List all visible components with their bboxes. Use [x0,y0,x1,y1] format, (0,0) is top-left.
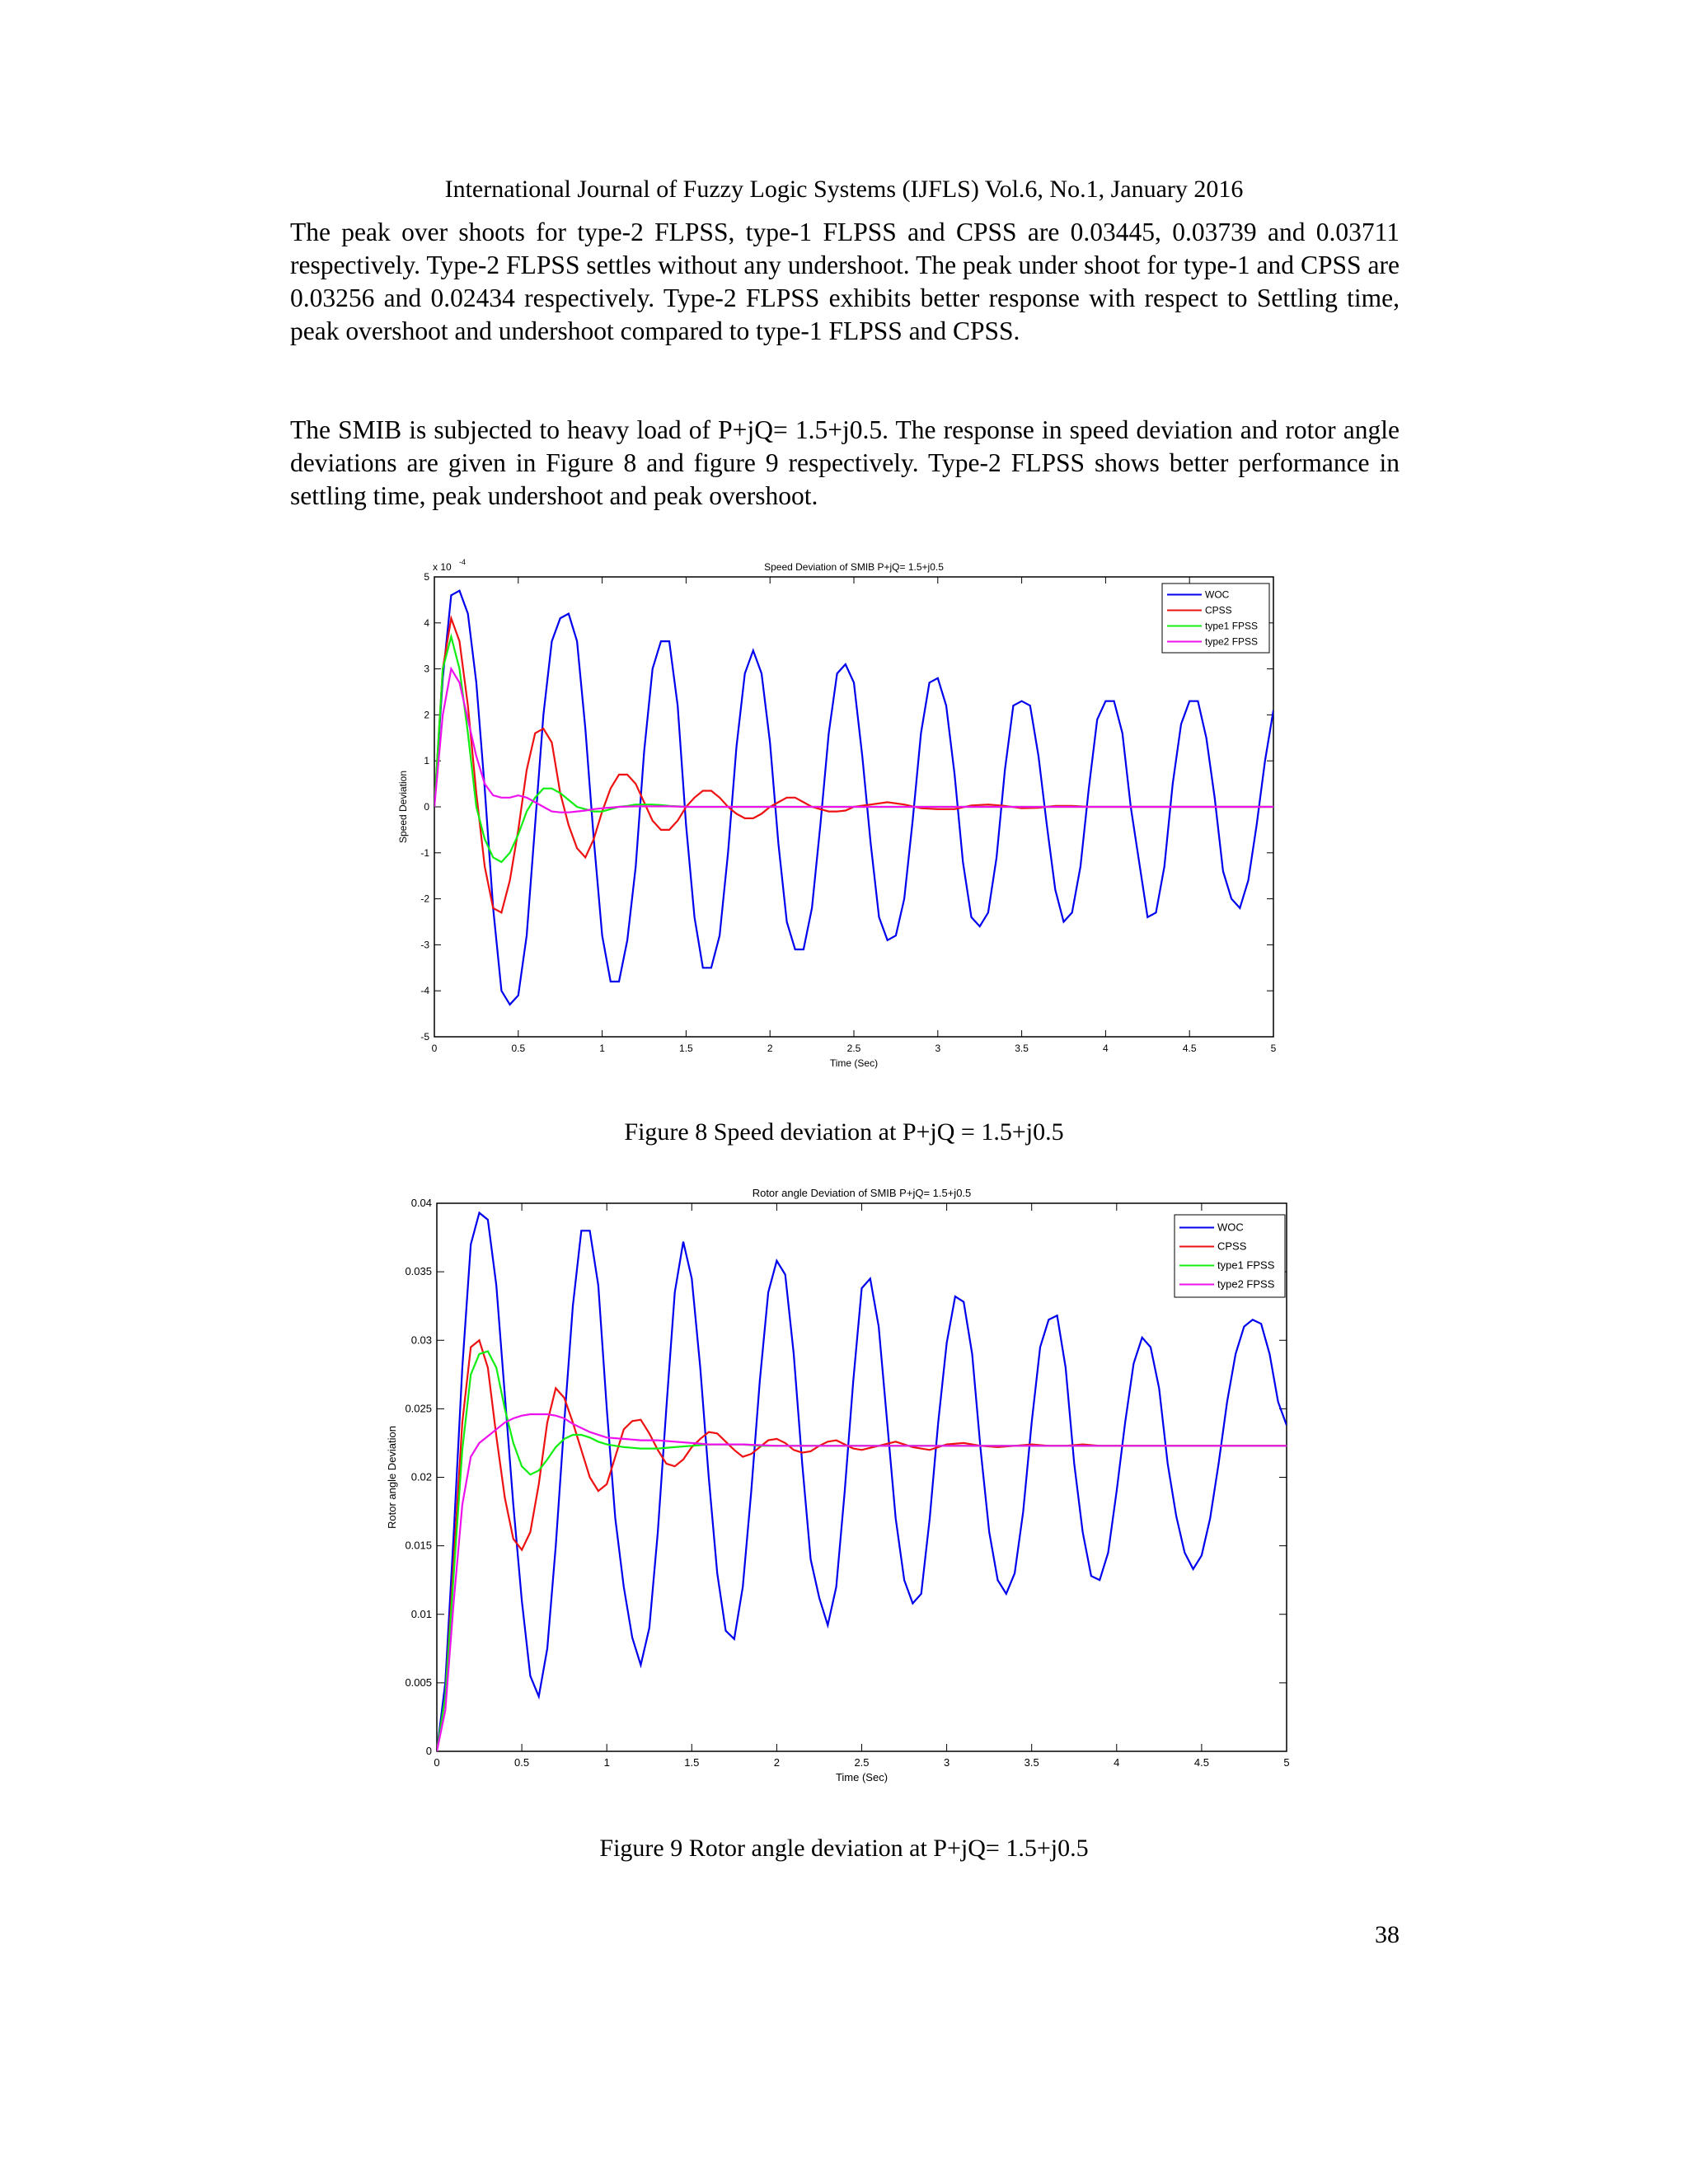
x-tick-label: 3 [935,1043,941,1054]
y-tick-label: 0 [424,801,429,813]
y-tick-label: 3 [424,663,429,675]
y-tick-label: 2 [424,709,429,721]
y-tick-label: 0.005 [405,1675,432,1689]
y-tick-label: 0.03 [410,1333,432,1347]
x-tick-label: 1 [599,1043,605,1054]
y-tick-label: 4 [424,616,429,629]
legend-label: type1 FPSS [1205,620,1259,632]
exponent-power: -4 [459,558,467,566]
y-tick-label: 0 [425,1745,432,1757]
rotor-angle-deviation-chart [0,1179,1688,1805]
speed-deviation-chart [0,552,1688,1088]
legend-label: type2 FPSS [1205,635,1259,648]
x-tick-label: 3.5 [1024,1756,1039,1769]
legend-label: type1 FPSS [1217,1258,1275,1272]
x-tick-label: 2.5 [854,1756,870,1769]
y-tick-label: -3 [420,939,429,951]
paragraph-1: The peak over shoots for type-2 FLPSS, type-1 FLPSS and CPSS are 0.03445, 0.03739 and 0.03711 respectively. Type-2 FLPSS settles without any undershoot. The peak under shoot for type-1 and CPSS are 0.03256 and 0.02434 respectively. Type-2 FLPSS exhibits better response with respect to Settling time, peak overshoot and undershoot compared to type-1 FLPSS and CPSS. [290,218,1400,345]
x-tick-label: 1.5 [679,1043,693,1054]
y-tick-label: 1 [424,755,429,767]
y-tick-label: -1 [420,846,429,859]
y-tick-label: 5 [424,571,429,583]
legend-label: CPSS [1217,1240,1247,1253]
x-axis-label: Time (Sec) [829,1057,879,1069]
chart-title: Rotor angle Deviation of SMIB P+jQ= 1.5+j0.5 [752,1187,972,1199]
x-tick-label: 2 [767,1043,773,1054]
x-axis-label: Time (Sec) [835,1771,889,1783]
journal-header: International Journal of Fuzzy Logic Systems (IJFLS) Vol.6, No.1, January 2016 [444,176,1244,203]
y-tick-label: 0.035 [405,1265,432,1278]
y-axis-label: Speed Deviation [397,770,409,844]
x-tick-label: 0.5 [514,1756,530,1769]
legend-label: WOC [1205,588,1230,601]
y-tick-label: 0.02 [410,1470,432,1483]
x-tick-label: 0 [431,1043,438,1054]
exponent-label: x 10 [433,561,452,573]
x-tick-label: 4.5 [1182,1043,1197,1054]
x-tick-label: 3 [943,1756,950,1769]
legend-label: type2 FPSS [1217,1277,1275,1291]
figure-8-caption: Figure 8 Speed deviation at P+jQ = 1.5+j0.5 [624,1118,1064,1146]
x-tick-label: 5 [1270,1043,1277,1054]
y-tick-label: -2 [420,893,429,905]
legend-label: WOC [1217,1221,1244,1234]
x-tick-label: 4 [1103,1043,1109,1054]
y-tick-label: 0.015 [405,1539,432,1552]
x-tick-label: 2 [773,1756,781,1769]
figure-8 [0,552,1688,1092]
x-tick-label: 1.5 [684,1756,700,1769]
x-tick-label: 0.5 [511,1043,526,1054]
x-tick-label: 2.5 [846,1043,861,1054]
x-tick-label: 4.5 [1193,1756,1209,1769]
legend-label: CPSS [1205,604,1232,616]
y-tick-label: -5 [420,1031,429,1043]
figure-9 [0,1179,1688,1809]
plot-area [437,1203,1287,1751]
y-axis-label: Rotor angle Deviation [386,1425,398,1530]
page-number: 38 [1375,1921,1400,1948]
y-tick-label: 0.01 [410,1607,432,1620]
x-tick-label: 0 [434,1756,440,1769]
chart-title: Speed Deviation of SMIB P+jQ= 1.5+j0.5 [764,561,944,573]
y-tick-label: 0.025 [405,1402,432,1415]
y-tick-label: -4 [420,985,429,997]
figure-9-caption: Figure 9 Rotor angle deviation at P+jQ= 1.5+j0.5 [599,1835,1089,1862]
x-tick-label: 4 [1114,1756,1120,1769]
x-tick-label: 3.5 [1015,1043,1029,1054]
y-tick-label: 0.04 [410,1197,432,1209]
x-tick-label: 5 [1283,1756,1290,1769]
x-tick-label: 1 [603,1756,610,1769]
paragraph-2: The SMIB is subjected to heavy load of P+jQ= 1.5+j0.5. The response in speed deviation and rotor angle deviations are given in Figure 8 and figure 9 respectively. Type-2 FLPSS shows better performance in settling time, peak undershoot and peak overshoot. [290,415,1400,510]
